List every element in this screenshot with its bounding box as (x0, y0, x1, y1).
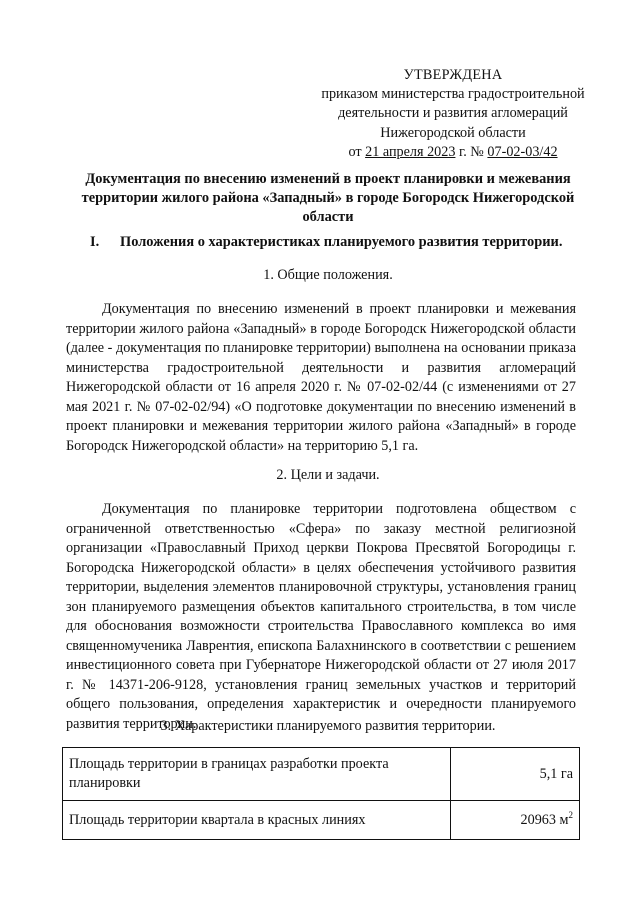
section-number: I. (90, 234, 100, 250)
subsection-2-heading: 2. Цели и задачи. (276, 467, 380, 483)
table-cell-value (451, 748, 580, 801)
table-value-sup: 2 (568, 809, 573, 820)
approval-line-1: приказом министерства градостроительной (321, 86, 585, 103)
table-cell-name: Площадь территории в границах разработки проекта планировки (63, 748, 451, 801)
table-row (63, 801, 580, 840)
approval-number: 07-02-03/42 (487, 143, 558, 160)
table-cell-name: Площадь территории квартала в красных линиях (63, 801, 451, 840)
section-heading-text: Положения о характеристиках планируемого развития территории. (120, 234, 563, 250)
subsection-2-paragraph: Документация по планировке территории подготовлена обществом с ограниченной ответственностью «Сфера» по заказу местной религиозной организации «Православный Приход церкви Покрова Пресвятой Богородицы г. Богородска Нижегородской области» в целях обеспечения устойчивого развития территории, выделения элементов планировочной структуры, установления границ зон планируемого размещения объектов капитального строительства, в том числе для обоснования возможности строительства Православного комплекса во имя священномученика Лаврентия, епископа Балахнинского в соответствии с решением инвестиционного совета при Губернаторе Нижегородской области от 27 июля 2017 г. № 14371-206-9128, установления границ земельных участков и территорий общего пользования, определения характеристик и очередности планируемого развития территории. (66, 501, 576, 732)
subsection-1-paragraph: Документация по внесению изменений в проект планировки и межевания территории жилого района «Западный» в городе Богородск Нижегородской области (далее - документация по планировке территории) выполнена на основании приказа министерства градостроительной деятельности и развития агломераций Нижегородской области от 16 апреля 2020 г. № 07-02-02/44 (с изменениями от 27 мая 2021 г. № 07-02-02/94) «О подготовке документации по внесению изменений в проект планировки и межевания территории жилого района «Западный» в городе Богородск Нижегородской области» на территорию 5,1 га. (66, 301, 576, 454)
document-title: Документация по внесению изменений в проект планировки и межевания территории жилого района «Западный» в городе Богородск Нижегородской области (81, 171, 575, 226)
approval-date-mid: г. № (455, 143, 488, 160)
table-value-text: 20963 м (520, 811, 569, 828)
table-value-text: 5,1 га (539, 765, 573, 782)
characteristics-table (62, 747, 580, 840)
approval-block (300, 66, 606, 162)
approval-line-3: Нижегородской области (380, 124, 526, 141)
approval-date: 21 апреля 2023 (365, 143, 456, 160)
approval-order-line (300, 143, 606, 162)
table-cell-value (451, 801, 580, 840)
section-heading (90, 233, 610, 252)
subsection-1-heading: 1. Общие положения. (263, 267, 393, 283)
table-row (63, 748, 580, 801)
approval-line-2: деятельности и развития агломераций (338, 105, 568, 122)
approval-date-prefix: от (348, 143, 366, 160)
approval-stamp: УТВЕРЖДЕНА (403, 67, 503, 83)
subsection-3-heading: 3. Характеристики планируемого развития территории. (160, 718, 496, 734)
